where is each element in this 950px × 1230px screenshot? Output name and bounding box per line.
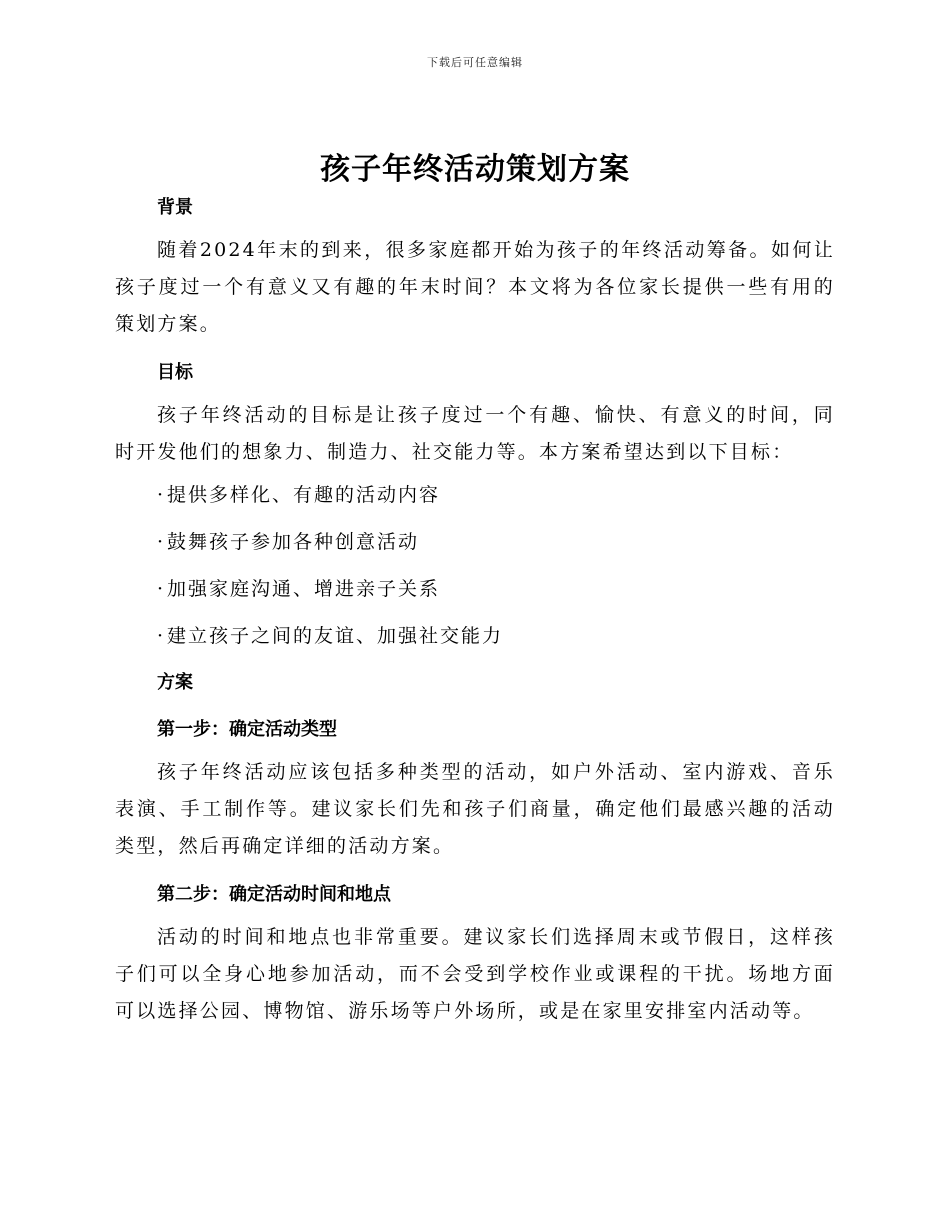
- bullet-dot-icon: ·: [157, 531, 166, 553]
- goal-bullet-text: 加强家庭沟通、增进亲子关系: [167, 578, 441, 600]
- background-heading: 背景: [157, 197, 193, 218]
- bullet-dot-icon: ·: [157, 484, 166, 506]
- goal-paragraph: 孩子年终活动的目标是让孩子度过一个有趣、愉快、有意义的时间，同时开发他们的想象力、制造力、社交能力等。本方案希望达到以下目标：: [115, 404, 835, 463]
- background-paragraph: 随着2024年末的到来，很多家庭都开始为孩子的年终活动筹备。如何让孩子度过一个有意义又有趣的年末时间？本文将为各位家长提供一些有用的策划方案。: [115, 239, 835, 335]
- goal-bullet: [115, 530, 835, 554]
- plan-heading: 方案: [157, 672, 193, 693]
- goal-bullet-text: 建立孩子之间的友谊、加强社交能力: [167, 625, 504, 647]
- step1-paragraph: 孩子年终活动应该包括多种类型的活动，如户外活动、室内游戏、音乐表演、手工制作等。建议家长们先和孩子们商量，确定他们最感兴趣的活动类型，然后再确定详细的活动方案。: [115, 761, 835, 857]
- bullet-dot-icon: ·: [157, 625, 166, 647]
- bullet-dot-icon: ·: [157, 578, 166, 600]
- goal-heading: 目标: [157, 362, 193, 383]
- step1-heading: 第一步：确定活动类型: [157, 719, 337, 740]
- document-title: 孩子年终活动策划方案: [320, 152, 630, 187]
- header-note: 下载后可任意编辑: [427, 56, 523, 69]
- goal-bullet-text: 提供多样化、有趣的活动内容: [167, 484, 441, 506]
- step2-paragraph: 活动的时间和地点也非常重要。建议家长们选择周末或节假日，这样孩子们可以全身心地参加活动，而不会受到学校作业或课程的干扰。场地方面可以选择公园、博物馆、游乐场等户外场所，或是在家里安排室内活动等。: [115, 926, 835, 1022]
- goal-bullet: [115, 483, 835, 507]
- goal-bullet: [115, 577, 835, 601]
- goal-bullet-text: 鼓舞孩子参加各种创意活动: [167, 531, 420, 553]
- goal-bullet: [115, 624, 835, 648]
- document-body: [115, 148, 835, 1030]
- step2-heading: 第二步：确定活动时间和地点: [157, 884, 391, 905]
